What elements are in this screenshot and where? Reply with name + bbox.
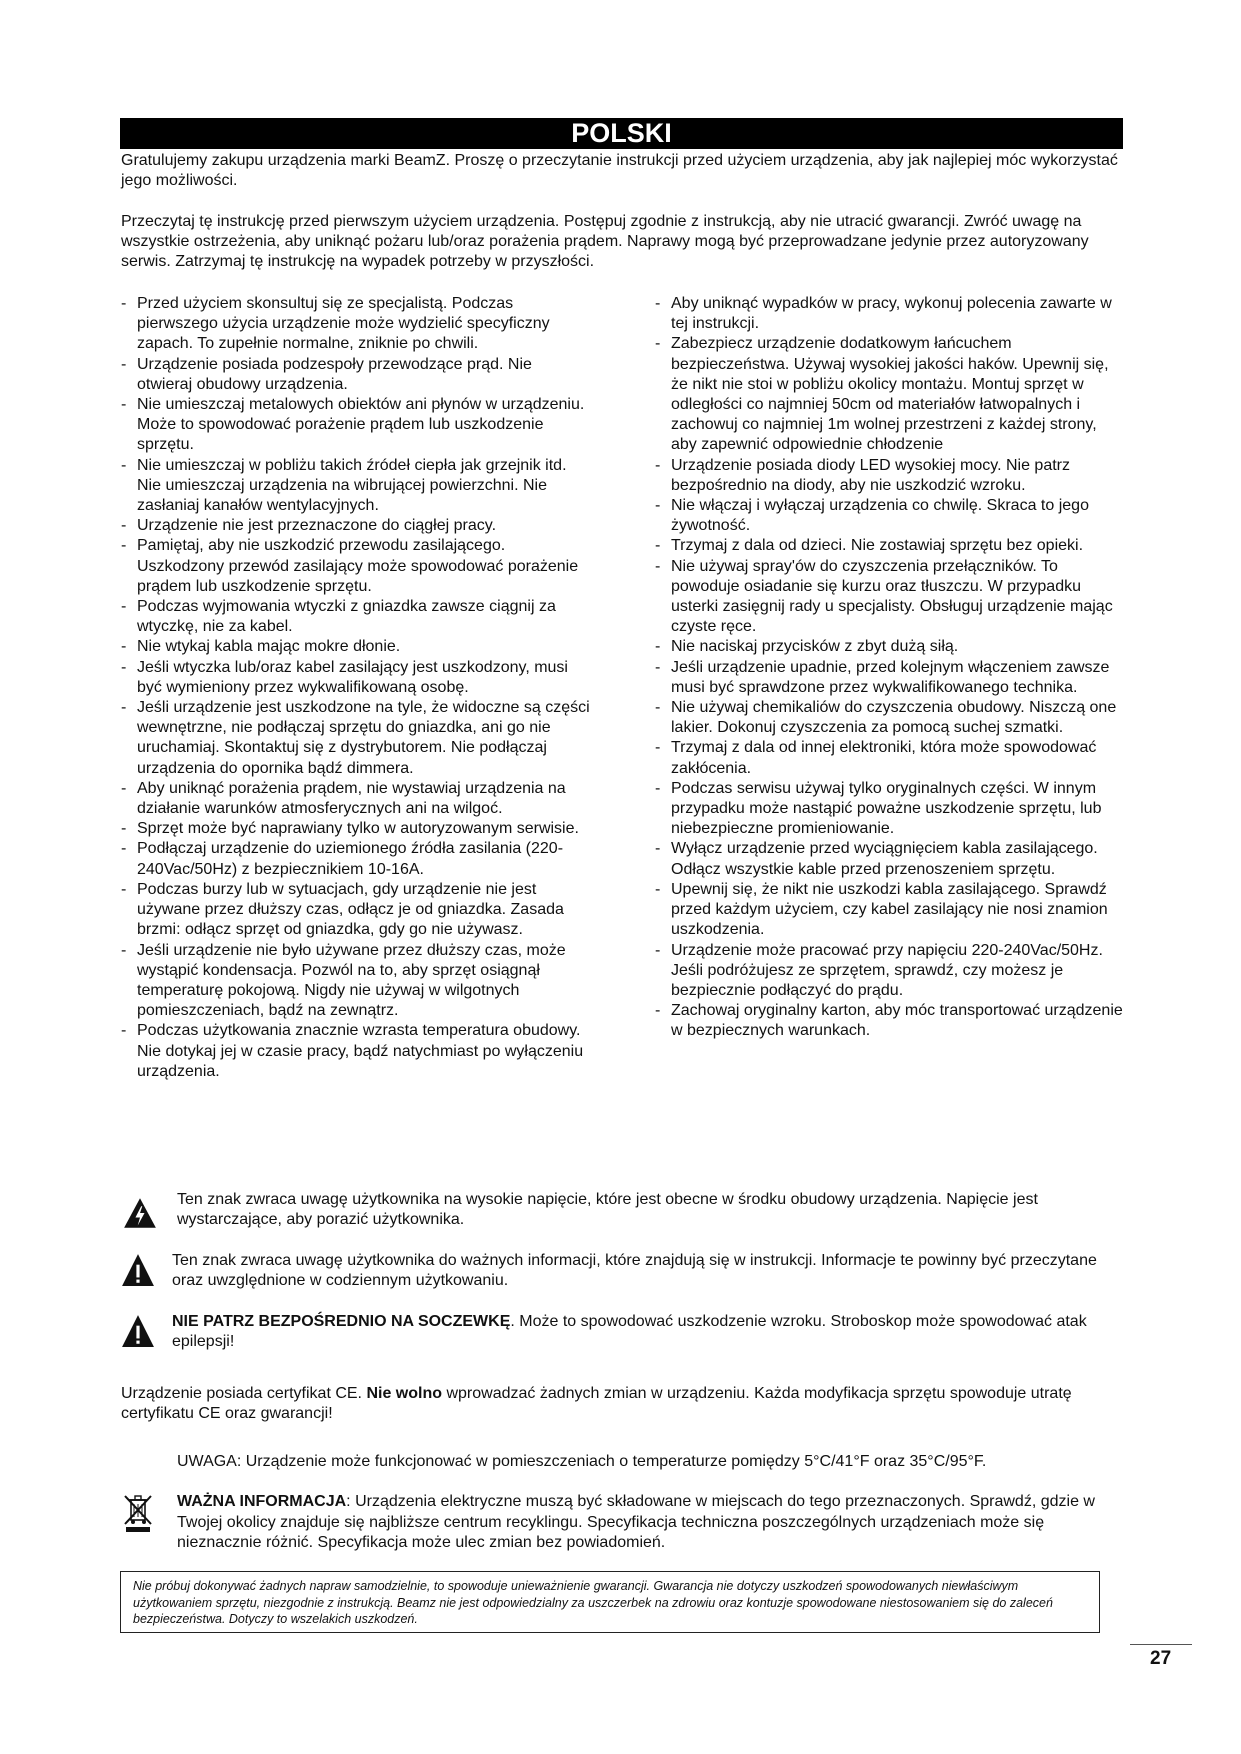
list-item: - Podczas serwisu używaj tylko oryginalnych części. W innym przypadku może nastąpić poważne uszkodzenie sprzętu, lub niebezpieczne promieniowanie. bbox=[655, 779, 1125, 840]
high-voltage-warning-icon bbox=[123, 1196, 157, 1230]
page-number: 27 bbox=[1150, 1648, 1172, 1669]
list-item: - Nie umieszczaj metalowych obiektów ani płynów w urządzeniu. Może to spowodować porażenie prądem lub uszkodzenie sprzętu. bbox=[121, 395, 591, 456]
ce-bold: Nie wolno bbox=[366, 1385, 443, 1402]
list-item: - Nie umieszczaj w pobliżu takich źródeł ciepła jak grzejnik itd. Nie umieszczaj urządzenia na wibrującej powierzchni. Nie zasłaniaj kanałów wentylacyjnych. bbox=[121, 456, 591, 517]
list-item: - Trzymaj z dala od innej elektroniki, która może spowodować zakłócenia. bbox=[655, 738, 1125, 778]
safety-list-left bbox=[121, 294, 591, 1082]
list-item: - Trzymaj z dala od dzieci. Nie zostawiaj sprzętu bez opieki. bbox=[655, 536, 1125, 556]
list-item: - Zachowaj oryginalny karton, aby móc transportować urządzenie w bezpiecznych warunkach. bbox=[655, 1001, 1125, 1041]
list-item: - Podłączaj urządzenie do uziemionego źródła zasilania (220-240Vac/50Hz) z bezpiecznikiem 10-16A. bbox=[121, 839, 591, 879]
list-item: - Jeśli urządzenie upadnie, przed kolejnym włączeniem zawsze musi być sprawdzone przez wykwalifikowanego technika. bbox=[655, 658, 1125, 698]
weee-rest: : Urządzenia elektryczne muszą być składowane w miejscach do tego przeznaczonych. Sprawdź, gdzie w Twojej okolicy znajduje się najbliższe centrum recyklingu. Specyfikacja techniczna poszczególnych urządzeniach może się nieznacznie różnić. Specyfikacja może ulec zmian bez powiadomień. bbox=[177, 1493, 1095, 1551]
list-item: - Podczas wyjmowania wtyczki z gniazdka zawsze ciągnij za wtyczkę, nie za kabel. bbox=[121, 597, 591, 637]
intro-paragraph-1: Gratulujemy zakupu urządzenia marki BeamZ. Proszę o przeczytanie instrukcji przed użyciem urządzenia, aby jak najlepiej móc wykorzystać jego możliwości. bbox=[121, 152, 1118, 189]
list-item: - Nie włączaj i wyłączaj urządzenia co chwilę. Skraca to jego żywotność. bbox=[655, 496, 1125, 536]
list-item: - Nie używaj spray'ów do czyszczenia przełączników. To powoduje osiadanie się kurzu oraz tłuszczu. W przypadku usterki zasięgnij rady u specjalisty. Obsługuj urządzenie mając czyste ręce. bbox=[655, 557, 1125, 638]
list-item: - Jeśli wtyczka lub/oraz kabel zasilający jest uszkodzony, musi być wymieniony przez wykwalifikowaną osobę. bbox=[121, 658, 591, 698]
weee-notice-text bbox=[177, 1492, 1127, 1554]
intro-paragraph-2: Przeczytaj tę instrukcję przed pierwszym użyciem urządzenia. Postępuj zgodnie z instrukcją, aby nie utracić gwarancji. Zwróć uwagę na wszystkie ostrzeżenia, aby uniknąć pożaru lub/oraz porażenia prądem. Naprawy mogą być przeprowadzane jedynie przez autoryzowany serwis. Zatrzymaj tę instrukcję na wypadek potrzeby w przyszłości. bbox=[121, 213, 1089, 270]
list-item: - Przed użyciem skonsultuj się ze specjalistą. Podczas pierwszego użycia urządzenie może wydzielić specyficzny zapach. To zupełnie normalne, zniknie po chwili. bbox=[121, 294, 591, 355]
list-item: - Zabezpiecz urządzenie dodatkowym łańcuchem bezpieczeństwa. Używaj wysokiej jakości haków. Upewnij się, że nikt nie stoi w pobliżu okolicy montażu. Montuj sprzęt w odległości co najmniej 50cm od materiałów łatwopalnych i zachowuj co najmniej 1m wolnej przestrzeni z każdej strony, aby zapewnić odpowiednie chłodzenie bbox=[655, 334, 1125, 455]
lens-warning-rest: . Może to spowodować uszkodzenie wzroku. Stroboskop może spowodować atak epilepsji! bbox=[172, 1313, 1087, 1350]
info-warning-text: Ten znak zwraca uwagę użytkownika do ważnych informacji, które znajdują się w instrukcji. Informacje te powinny być przeczytane oraz uwzględnione w codziennym użytkowaniu. bbox=[172, 1252, 1097, 1289]
ce-part-2: wprowadzać żadnych zmian w urządzeniu. Każda modyfikacja sprzętu spowoduje utratę certyfikatu CE oraz gwarancji! bbox=[121, 1385, 1072, 1422]
list-item: - Aby uniknąć porażenia prądem, nie wystawiaj urządzenia na działanie warunków atmosferycznych ani na wilgoć. bbox=[121, 779, 591, 819]
page-number-rule bbox=[1130, 1644, 1192, 1645]
list-item: - Urządzenie może pracować przy napięciu 220-240Vac/50Hz. Jeśli podróżujesz ze sprzętem, sprawdź, czy możesz je bezpiecznie podłączyć do prądu. bbox=[655, 941, 1125, 1002]
list-item: - Jeśli urządzenie jest uszkodzone na tyle, że widoczne są części wewnętrzne, nie podłączaj sprzętu do gniazdka, ani go nie uruchamiaj. Skontaktuj się z dystrybutorem. Nie podłączaj urządzenia do opornika bądź dimmera. bbox=[121, 698, 591, 779]
lens-warning-text bbox=[172, 1312, 1127, 1352]
temperature-note: UWAGA: Urządzenie może funkcjonować w pomieszczeniach o temperaturze pomiędzy 5°C/41°F oraz 35°C/95°F. bbox=[177, 1453, 987, 1470]
list-item: - Podczas burzy lub w sytuacjach, gdy urządzenie nie jest używane przez dłuższy czas, odłącz je od gniazdka. Zasada brzmi: odłącz sprzęt od gniazdka, gdy go nie używasz. bbox=[121, 880, 591, 941]
list-item: - Nie wtykaj kabla mając mokre dłonie. bbox=[121, 637, 591, 657]
exclamation-warning-icon bbox=[121, 1314, 155, 1348]
list-item: - Urządzenie posiada diody LED wysokiej mocy. Nie patrz bezpośrednio na diody, aby nie uszkodzić wzroku. bbox=[655, 456, 1125, 496]
warranty-disclaimer: Nie próbuj dokonywać żadnych napraw samodzielnie, to spowoduje unieważnienie gwarancji. Gwarancja nie dotyczy uszkodzeń spowodowanych niewłaściwym użytkowaniem sprzętu, niezgodnie z instrukcją. Beamz nie jest odpowiedzialny za uszczerbek na zdrowiu oraz kontuzje spowodowane niestosowaniem się do zaleceń bezpieczeństwa. Dotyczy to wszelakich uszkodzeń. bbox=[120, 1571, 1100, 1633]
list-item: - Nie używaj chemikaliów do czyszczenia obudowy. Niszczą one lakier. Dokonuj czyszczenia za pomocą suchej szmatki. bbox=[655, 698, 1125, 738]
voltage-warning-text: Ten znak zwraca uwagę użytkownika na wysokie napięcie, które jest obecne w środku obudowy urządzenia. Napięcie jest wystarczające, aby porazić użytkownika. bbox=[177, 1191, 1038, 1228]
language-header: POLSKI bbox=[120, 118, 1123, 149]
list-item: - Jeśli urządzenie nie było używane przez dłuższy czas, może wystąpić kondensacja. Pozwól na to, aby sprzęt osiągnął temperaturę pokojową. Nigdy nie używaj w wilgotnych pomieszczeniach, bądź na zewnątrz. bbox=[121, 941, 591, 1022]
list-item: - Urządzenie posiada podzespoły przewodzące prąd. Nie otwieraj obudowy urządzenia. bbox=[121, 355, 591, 395]
list-item: - Pamiętaj, aby nie uszkodzić przewodu zasilającego. Uszkodzony przewód zasilający może spowodować porażenie prądem lub uszkodzenie sprzętu. bbox=[121, 536, 591, 597]
ce-part-1: Urządzenie posiada certyfikat CE. bbox=[121, 1385, 367, 1402]
list-item: - Sprzęt może być naprawiany tylko w autoryzowanym serwisie. bbox=[121, 819, 591, 839]
safety-list-right bbox=[655, 294, 1125, 1042]
list-item: - Upewnij się, że nikt nie uszkodzi kabla zasilającego. Sprawdź przed każdym użyciem, czy kabel zasilający nie nosi znamion uszkodzenia. bbox=[655, 880, 1125, 941]
crossed-out-bin-icon bbox=[123, 1494, 153, 1534]
ce-statement bbox=[121, 1384, 1121, 1424]
list-item: - Nie naciskaj przycisków z zbyt dużą siłą. bbox=[655, 637, 1125, 657]
weee-bold: WAŻNA INFORMACJA bbox=[177, 1493, 347, 1510]
exclamation-warning-icon bbox=[121, 1253, 155, 1287]
lens-warning-bold: NIE PATRZ BEZPOŚREDNIO NA SOCZEWKĘ bbox=[172, 1313, 511, 1330]
list-item: - Urządzenie nie jest przeznaczone do ciągłej pracy. bbox=[121, 516, 591, 536]
list-item: - Aby uniknąć wypadków w pracy, wykonuj polecenia zawarte w tej instrukcji. bbox=[655, 294, 1125, 334]
list-item: - Podczas użytkowania znacznie wzrasta temperatura obudowy. Nie dotykaj jej w czasie pracy, bądź natychmiast po wyłączeniu urządzenia. bbox=[121, 1021, 591, 1082]
list-item: - Wyłącz urządzenie przed wyciągnięciem kabla zasilającego. Odłącz wszystkie kable przed przenoszeniem sprzętu. bbox=[655, 839, 1125, 879]
